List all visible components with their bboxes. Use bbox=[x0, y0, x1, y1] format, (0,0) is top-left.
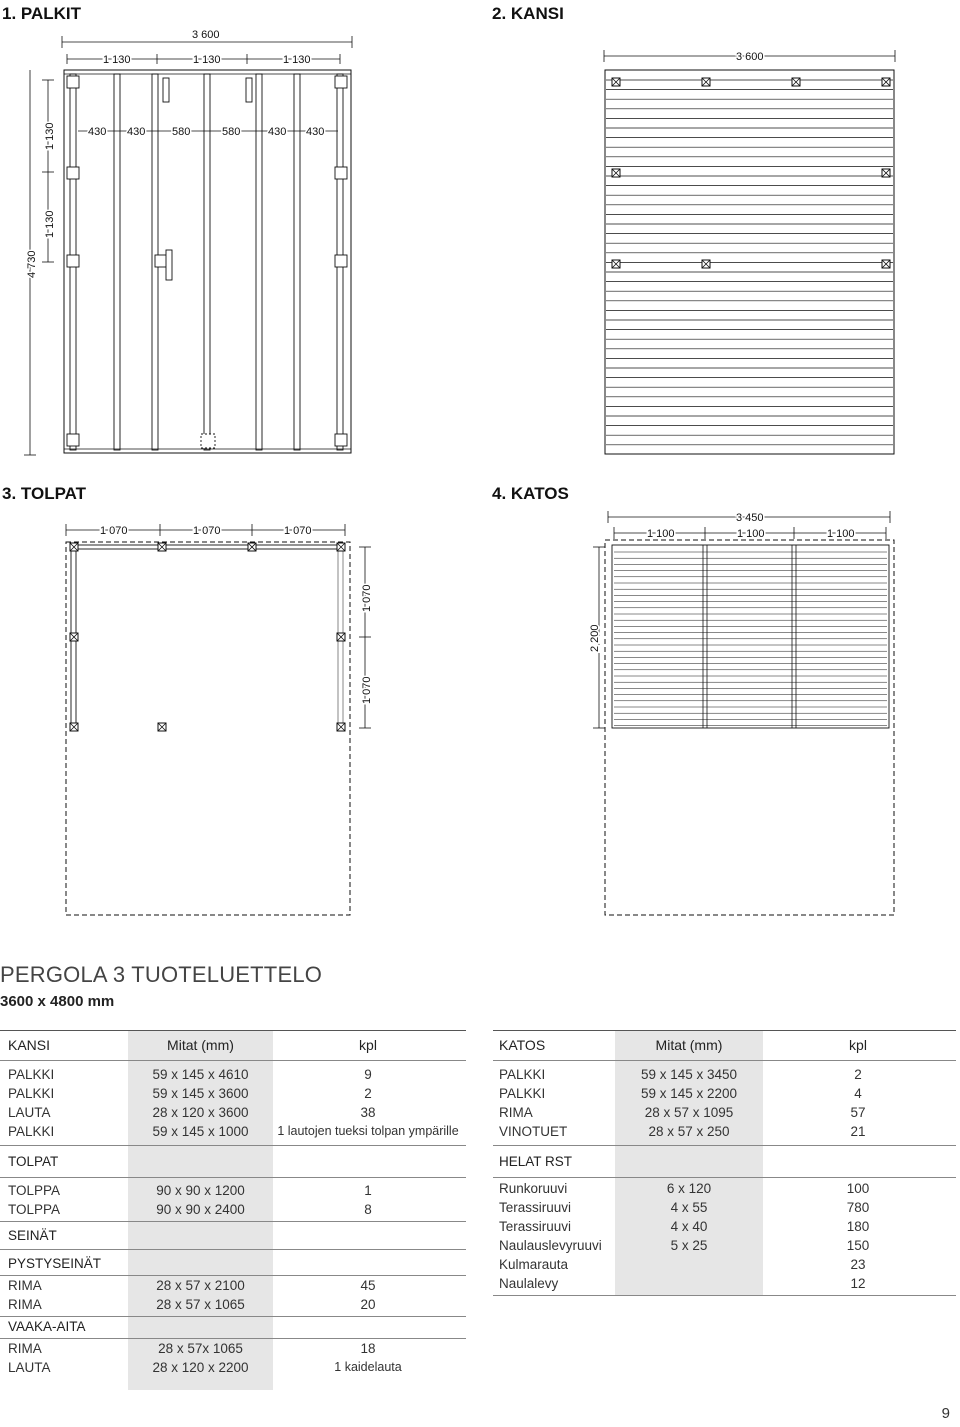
group-label: VAAKA-AITA bbox=[8, 1319, 86, 1334]
table-header bbox=[493, 1036, 956, 1055]
table-row bbox=[0, 1103, 466, 1122]
row-dims: 28 x 57x 1065 bbox=[158, 1341, 243, 1356]
katos-dim-total: 3 450 bbox=[736, 512, 764, 524]
row-dims: 28 x 57 x 1095 bbox=[644, 1105, 734, 1120]
table-row bbox=[0, 1200, 466, 1219]
row-name: TOLPPA bbox=[8, 1202, 61, 1217]
row-qty: 20 bbox=[360, 1297, 376, 1312]
row-name: PALKKI bbox=[8, 1067, 55, 1082]
row-dims: 28 x 120 x 2200 bbox=[152, 1360, 249, 1375]
palkit-dim-span-2: 1 130 bbox=[193, 54, 221, 66]
table-row bbox=[493, 1198, 956, 1217]
header-name: KANSI bbox=[8, 1037, 51, 1053]
palkit-gap-2: 430 bbox=[127, 126, 146, 138]
section-title-tolpat: 3. TOLPAT bbox=[2, 484, 87, 503]
palkit-gap-6: 430 bbox=[306, 126, 325, 138]
row-name: RIMA bbox=[8, 1278, 42, 1293]
divider bbox=[0, 1221, 466, 1222]
row-dims: 59 x 145 x 3450 bbox=[640, 1067, 738, 1082]
group-label: SEINÄT bbox=[8, 1228, 57, 1243]
section-title-katos: 4. KATOS bbox=[492, 484, 569, 503]
catalog-title: PERGOLA 3 TUOTELUETTELO bbox=[0, 962, 323, 987]
section-title-kansi: 2. KANSI bbox=[492, 4, 564, 23]
post-marker bbox=[702, 260, 710, 268]
katos-dim-height: 2 200 bbox=[589, 624, 601, 652]
row-dims: 59 x 145 x 2200 bbox=[640, 1086, 738, 1101]
palkit-gap-4: 580 bbox=[222, 126, 241, 138]
group-label: HELAT RST bbox=[499, 1154, 573, 1169]
row-name: LAUTA bbox=[8, 1105, 51, 1120]
row-qty: 4 bbox=[854, 1086, 862, 1101]
palkit-dim-height: 4 730 bbox=[26, 250, 38, 278]
tolpat-dim-right-1: 1 070 bbox=[361, 584, 373, 612]
row-dims: 59 x 145 x 3600 bbox=[152, 1086, 249, 1101]
group-heading bbox=[0, 1254, 466, 1273]
header-name: KATOS bbox=[499, 1037, 546, 1053]
row-dims: 28 x 120 x 3600 bbox=[152, 1105, 249, 1120]
row-name: TOLPPA bbox=[8, 1183, 61, 1198]
group-heading bbox=[0, 1226, 466, 1245]
row-name: RIMA bbox=[8, 1341, 42, 1356]
table-row bbox=[0, 1122, 466, 1141]
table-row bbox=[493, 1103, 956, 1122]
tolpat-drawing bbox=[66, 524, 373, 915]
table-row bbox=[493, 1065, 956, 1084]
table-row bbox=[0, 1358, 466, 1377]
post-marker bbox=[337, 543, 345, 551]
palkit-gap-1: 430 bbox=[88, 126, 107, 138]
post-marker bbox=[702, 78, 710, 86]
row-name: VINOTUET bbox=[499, 1124, 568, 1139]
post-marker bbox=[337, 723, 345, 731]
post-marker bbox=[337, 633, 345, 641]
row-dims: 6 x 120 bbox=[666, 1181, 712, 1196]
divider bbox=[0, 1249, 466, 1250]
post-marker bbox=[248, 543, 256, 551]
row-dims: 28 x 57 x 250 bbox=[648, 1124, 730, 1139]
row-name: RIMA bbox=[8, 1297, 42, 1312]
post-marker bbox=[882, 78, 890, 86]
row-name: Runkoruuvi bbox=[499, 1181, 568, 1196]
header-dims: Mitat (mm) bbox=[655, 1037, 723, 1053]
divider bbox=[493, 1295, 956, 1296]
group-label: TOLPAT bbox=[8, 1154, 59, 1169]
row-name: Kulmarauta bbox=[499, 1257, 569, 1272]
tolpat-dim-span-2: 1 070 bbox=[193, 525, 221, 537]
katos-dim-span-1: 1 100 bbox=[647, 528, 675, 540]
tolpat-dim-span-1: 1 070 bbox=[100, 525, 128, 537]
divider bbox=[493, 1030, 956, 1031]
palkit-dim-height-2: 1 130 bbox=[44, 210, 56, 238]
table-row bbox=[0, 1181, 466, 1200]
post-marker bbox=[882, 260, 890, 268]
table-row bbox=[0, 1295, 466, 1314]
header-qty: kpl bbox=[849, 1037, 867, 1053]
row-name: PALKKI bbox=[8, 1124, 55, 1139]
row-qty: 38 bbox=[360, 1105, 376, 1120]
post-marker bbox=[612, 260, 620, 268]
table-row bbox=[493, 1122, 956, 1141]
palkit-dim-height-1: 1 130 bbox=[44, 122, 56, 150]
kansi-drawing bbox=[604, 50, 895, 454]
row-name: PALKKI bbox=[8, 1086, 55, 1101]
header-qty: kpl bbox=[359, 1037, 377, 1053]
row-qty: 12 bbox=[850, 1276, 866, 1291]
katos-dim-span-3: 1 100 bbox=[827, 528, 855, 540]
row-qty: 100 bbox=[846, 1181, 870, 1196]
row-qty: 1 kaidelauta bbox=[334, 1360, 402, 1374]
row-dims: 90 x 90 x 2400 bbox=[156, 1202, 245, 1217]
row-qty: 1 lautojen tueksi tolpan ympärille bbox=[277, 1124, 459, 1138]
post-marker bbox=[158, 723, 166, 731]
palkit-dim-span-3: 1 130 bbox=[283, 54, 311, 66]
katos-drawing bbox=[589, 511, 894, 915]
row-qty: 150 bbox=[846, 1238, 870, 1253]
catalog-table-left bbox=[0, 1030, 466, 1390]
row-qty: 18 bbox=[360, 1341, 376, 1356]
row-qty: 9 bbox=[364, 1067, 372, 1082]
post-marker bbox=[792, 78, 800, 86]
row-qty: 45 bbox=[360, 1278, 376, 1293]
post-marker bbox=[158, 543, 166, 551]
divider bbox=[0, 1030, 466, 1031]
table-row bbox=[0, 1276, 466, 1295]
palkit-gap-3: 580 bbox=[172, 126, 191, 138]
row-name: Terassiruuvi bbox=[499, 1200, 572, 1215]
table-row bbox=[0, 1065, 466, 1084]
palkit-gap-5: 430 bbox=[268, 126, 287, 138]
page-number: 9 bbox=[941, 1405, 950, 1422]
table-row bbox=[493, 1236, 956, 1255]
row-dims: 4 x 55 bbox=[670, 1200, 708, 1215]
post-marker bbox=[70, 633, 78, 641]
row-qty: 21 bbox=[850, 1124, 866, 1139]
tolpat-dim-span-3: 1 070 bbox=[284, 525, 312, 537]
table-row bbox=[493, 1084, 956, 1103]
row-dims: 90 x 90 x 1200 bbox=[156, 1183, 245, 1198]
row-qty: 1 bbox=[364, 1183, 372, 1198]
table-row bbox=[493, 1255, 956, 1274]
catalog-subtitle: 3600 x 4800 mm bbox=[0, 993, 115, 1010]
divider bbox=[493, 1060, 956, 1061]
divider bbox=[0, 1145, 466, 1146]
row-qty: 2 bbox=[854, 1067, 862, 1082]
palkit-drawing bbox=[24, 29, 352, 455]
kansi-dim-width: 3 600 bbox=[736, 51, 764, 63]
palkit-dim-span-1: 1 130 bbox=[103, 54, 131, 66]
row-qty: 57 bbox=[850, 1105, 866, 1120]
row-qty: 780 bbox=[846, 1200, 870, 1215]
table-row bbox=[493, 1217, 956, 1236]
row-name: PALKKI bbox=[499, 1067, 546, 1082]
row-qty: 23 bbox=[850, 1257, 866, 1272]
row-name: Naulauslevyruuvi bbox=[499, 1238, 602, 1253]
row-qty: 8 bbox=[364, 1202, 372, 1217]
tolpat-dim-right-2: 1 070 bbox=[361, 676, 373, 704]
row-dims: 28 x 57 x 1065 bbox=[156, 1297, 245, 1312]
post-marker bbox=[70, 543, 78, 551]
table-row bbox=[0, 1084, 466, 1103]
table-header bbox=[0, 1036, 466, 1055]
group-label: PYSTYSEINÄT bbox=[8, 1256, 102, 1271]
section-title-palkit: 1. PALKIT bbox=[2, 4, 82, 23]
row-dims: 5 x 25 bbox=[670, 1238, 708, 1253]
group-heading bbox=[0, 1152, 466, 1171]
catalog-table-right bbox=[493, 1030, 956, 1295]
palkit-dim-total: 3 600 bbox=[192, 29, 220, 41]
post-marker bbox=[70, 723, 78, 731]
header-dims: Mitat (mm) bbox=[167, 1037, 234, 1053]
table-row bbox=[493, 1179, 956, 1198]
divider bbox=[0, 1177, 466, 1178]
divider bbox=[493, 1145, 956, 1146]
table-row bbox=[0, 1339, 466, 1358]
row-name: Naulalevy bbox=[499, 1276, 559, 1291]
row-qty: 180 bbox=[846, 1219, 870, 1234]
post-marker bbox=[882, 169, 890, 177]
post-marker bbox=[612, 78, 620, 86]
row-name: RIMA bbox=[499, 1105, 533, 1120]
row-name: LAUTA bbox=[8, 1360, 51, 1375]
row-name: PALKKI bbox=[499, 1086, 546, 1101]
katos-dim-span-2: 1 100 bbox=[737, 528, 765, 540]
post-marker bbox=[612, 169, 620, 177]
table-row bbox=[493, 1274, 956, 1293]
row-dims: 59 x 145 x 1000 bbox=[152, 1124, 249, 1139]
row-name: Terassiruuvi bbox=[499, 1219, 572, 1234]
divider bbox=[493, 1177, 956, 1178]
group-heading bbox=[0, 1317, 466, 1336]
row-dims: 4 x 40 bbox=[670, 1219, 708, 1234]
row-dims: 59 x 145 x 4610 bbox=[152, 1067, 249, 1082]
divider bbox=[0, 1060, 466, 1061]
row-dims: 28 x 57 x 2100 bbox=[156, 1278, 245, 1293]
row-qty: 2 bbox=[364, 1086, 372, 1101]
group-heading bbox=[493, 1152, 956, 1171]
